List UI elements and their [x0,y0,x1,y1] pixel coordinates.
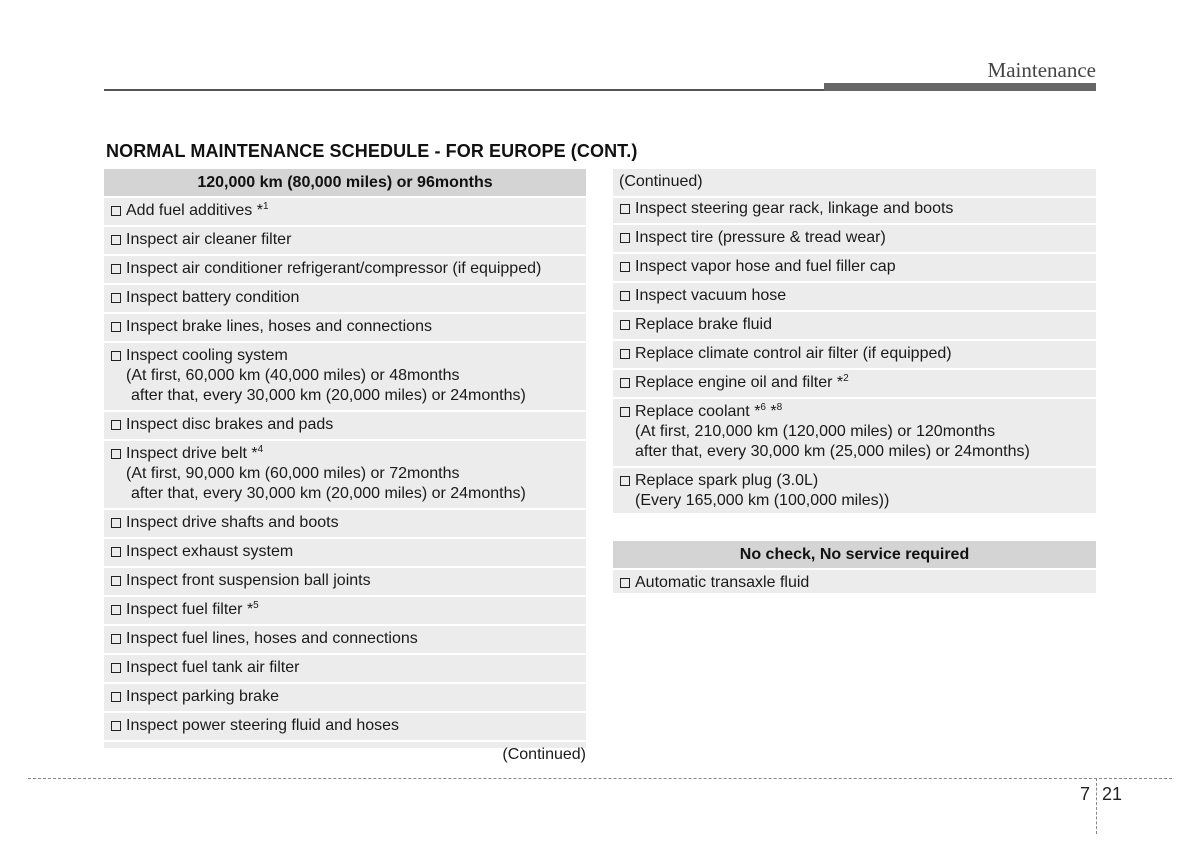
checklist-item: Inspect vapor hose and fuel filler cap [613,254,1096,283]
checkbox-icon [111,634,121,644]
checklist-item: Inspect fuel tank air filter [104,655,586,684]
checklist-item: Inspect battery condition [104,285,586,314]
checkbox-icon [620,291,630,301]
checklist-item: Inspect power steering fluid and hoses [104,713,586,742]
checkbox-icon [111,663,121,673]
no-check-item-list [613,570,1096,597]
checklist-item: Inspect steering gear rack, linkage and boots [613,196,1096,225]
chapter-number: 7 [1080,784,1091,804]
checklist-item: Replace climate control air filter (if equipped) [613,341,1096,370]
checklist-item: Inspect air conditioner refrigerant/compressor (if equipped) [104,256,586,285]
table-heading: 120,000 km (80,000 miles) or 96months [104,169,586,198]
checklist-item: Replace coolant *$^6$ *$^8$ (At first, 210,000 km (120,000 miles) or 120months after that, every 30,000 km (25,000 miles) or 24months) [613,399,1096,468]
footer-dashed-divider [1096,778,1097,834]
right-item-list [613,196,1096,515]
checkbox-icon [111,293,121,303]
checklist-item: Add fuel additives *$^1$ [104,198,586,227]
checkbox-icon [111,721,121,731]
checklist-item: Inspect brake lines, hoses and connections [104,314,586,343]
checklist-item: Replace brake fluid [613,312,1096,341]
checkbox-icon [111,264,121,274]
checkbox-icon [620,204,630,214]
checkbox-icon [111,322,121,332]
checklist-item: Inspect fuel lines, hoses and connections [104,626,586,655]
continued-note: (Continued) [502,746,586,763]
checklist-item: Inspect cooling system (At first, 60,000 km (40,000 miles) or 48months after that, every 30,000 km (20,000 miles) or 24months) [104,343,586,412]
checkbox-icon [111,547,121,557]
checklist-item: Inspect exhaust system [104,539,586,568]
checkbox-icon [111,449,121,459]
checklist-item: Inspect tire (pressure & tread wear) [613,225,1096,254]
checklist-item: Inspect vacuum hose [613,283,1096,312]
continued-heading: (Continued) [613,169,1096,198]
checklist-item: Inspect front suspension ball joints [104,568,586,597]
checkbox-icon [620,476,630,486]
checkbox-icon [111,420,121,430]
section-title: Maintenance [987,58,1096,82]
schedule-table-continued [613,169,1096,513]
no-check-heading: No check, No service required [613,541,1096,570]
checklist-item: Inspect air cleaner filter [104,227,586,256]
left-item-list [104,198,586,769]
checkbox-icon [111,605,121,615]
footer-dashed-rule [28,778,1172,779]
checkbox-icon [111,235,121,245]
header-rule-thin [104,89,826,91]
checklist-item: Replace engine oil and filter *$^2$ [613,370,1096,399]
checkbox-icon [620,349,630,359]
no-check-table [613,541,1096,593]
checklist-item: Inspect disc brakes and pads [104,412,586,441]
checkbox-icon [111,206,121,216]
page-heading: NORMAL MAINTENANCE SCHEDULE - FOR EUROPE (CONT.) [106,141,638,161]
page-number: 21 [1102,784,1123,804]
header-rule-thick [824,83,1096,91]
checkbox-icon [620,320,630,330]
checklist-item: Inspect fuel filter *$^5$ [104,597,586,626]
checkbox-icon [620,407,630,417]
checkbox-icon [111,692,121,702]
checklist-item: Replace spark plug (3.0L) (Every 165,000 km (100,000 miles)) [613,468,1096,515]
schedule-table-120000 [104,169,586,763]
checkbox-icon [620,262,630,272]
checkbox-icon [111,576,121,586]
checkbox-icon [620,378,630,388]
checkbox-icon [111,351,121,361]
checklist-item: Inspect drive shafts and boots [104,510,586,539]
checklist-item: Inspect drive belt *$^4$ (At first, 90,000 km (60,000 miles) or 72months after that, every 30,000 km (20,000 miles) or 24months) [104,441,586,510]
checklist-item: Automatic transaxle fluid [613,570,1096,597]
checkbox-icon [620,578,630,588]
checkbox-icon [620,233,630,243]
checkbox-icon [111,518,121,528]
checklist-item: Inspect parking brake [104,684,586,713]
